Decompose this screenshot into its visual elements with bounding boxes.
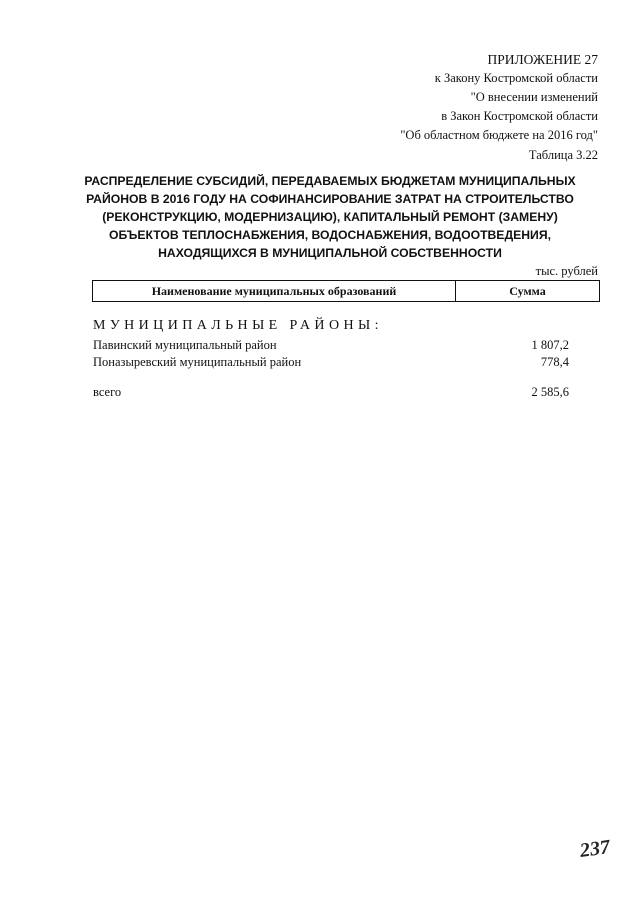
header-name-column: Наименование муниципальных образований <box>93 281 456 301</box>
annex-line: в Закон Костромской области <box>441 109 598 123</box>
table-header <box>92 280 600 302</box>
title-line: (РЕКОНСТРУКЦИЮ, МОДЕРНИЗАЦИЮ), КАПИТАЛЬНЫЙ РЕМОНТ (ЗАМЕНУ) <box>102 210 558 224</box>
annex-title: ПРИЛОЖЕНИЕ 27 <box>487 52 598 67</box>
document-title <box>80 172 580 262</box>
header-sum-column: Сумма <box>509 283 546 298</box>
title-line: НАХОДЯЩИХСЯ В МУНИЦИПАЛЬНОЙ СОБСТВЕННОСТИ <box>158 246 502 260</box>
annex-block <box>298 50 598 145</box>
total-value: 2 585,6 <box>531 385 569 399</box>
section-label: МУНИЦИПАЛЬНЫЕ РАЙОНЫ: <box>93 318 383 333</box>
total-row <box>93 384 593 401</box>
annex-line: "Об областном бюджете на 2016 год" <box>400 128 598 142</box>
row-name: Павинский муниципальный район <box>93 338 277 352</box>
row-name: Поназыревский муниципальный район <box>93 355 302 369</box>
title-line: ОБЪЕКТОВ ТЕПЛОСНАБЖЕНИЯ, ВОДОСНАБЖЕНИЯ, ВОДООТВЕДЕНИЯ, <box>109 228 551 242</box>
units-label: тыс. рублей <box>535 264 598 278</box>
annex-line: к Закону Костромской области <box>434 71 598 85</box>
table-body <box>93 337 593 371</box>
total-label: всего <box>93 385 122 399</box>
table-row <box>93 337 593 354</box>
row-value: 778,4 <box>540 355 569 369</box>
table-number: Таблица 3.22 <box>528 148 598 162</box>
table-row <box>93 354 593 371</box>
annex-line: "О внесении изменений <box>470 90 598 104</box>
title-line: РАЙОНОВ В 2016 ГОДУ НА СОФИНАНСИРОВАНИЕ ЗАТРАТ НА СТРОИТЕЛЬСТВО <box>86 192 574 206</box>
title-line: РАСПРЕДЕЛЕНИЕ СУБСИДИЙ, ПЕРЕДАВАЕМЫХ БЮДЖЕТАМ МУНИЦИПАЛЬНЫХ <box>84 174 576 188</box>
row-value: 1 807,2 <box>531 338 569 352</box>
page-number: 237 <box>578 836 612 862</box>
